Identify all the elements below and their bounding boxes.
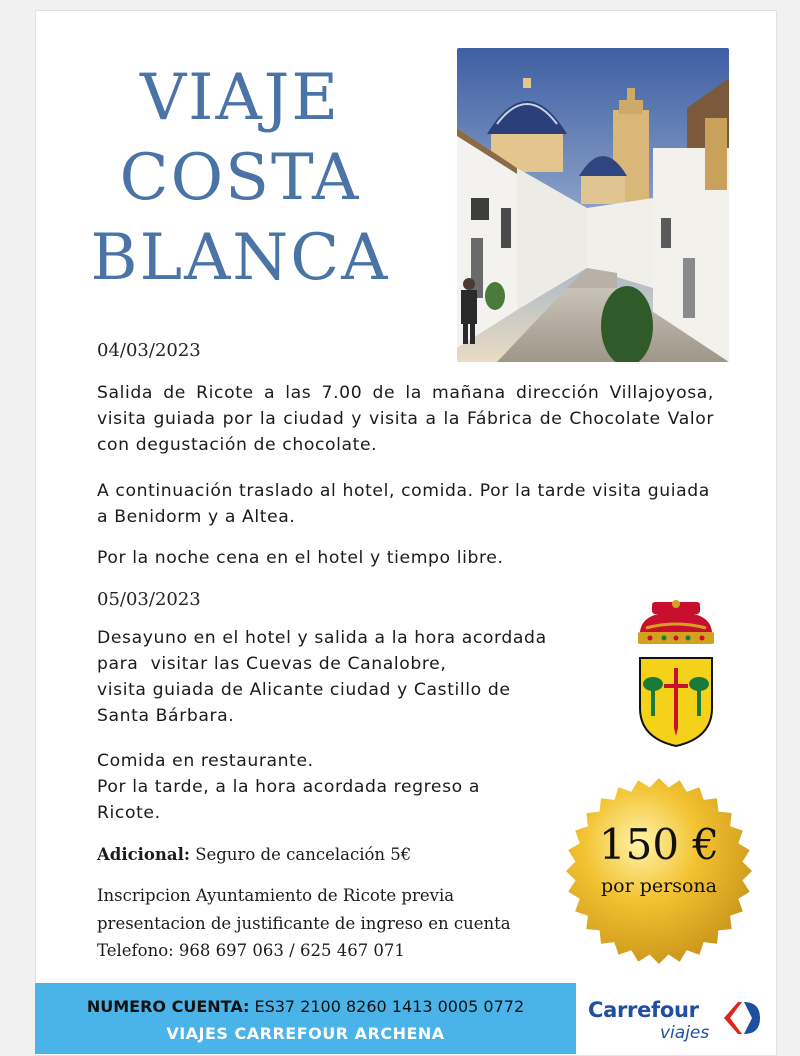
altea-church-street-photo [457,48,729,362]
day2-line: Desayuno en el hotel y salida a la hora acordada [97,628,547,648]
day1-paragraph-3: Por la noche cena en el hotel y tiempo libre. [97,548,504,568]
day1-paragraph-2: A continuación traslado al hotel, comida. Por la tarde visita guiada a Benidorm y a Altea. [97,481,710,527]
day2-paragraph-2 [97,748,557,826]
day2-line: Por la tarde, a la hora acordada regreso a [97,777,480,797]
carrefour-logo [588,996,773,1046]
account-number: ES37 2100 8260 1413 0005 0772 [249,997,525,1016]
carrefour-sub-text: viajes [660,1023,710,1043]
title-line-1: VIAJE [139,61,341,135]
account-number-line [35,997,576,1016]
day2-line: visita guiada de Alicante ciudad y Castillo de [97,680,511,700]
day1-date: 04/03/2023 [97,340,201,361]
price-amount: 150 € [598,820,720,869]
flyer-title [75,58,405,298]
title-line-3: BLANCA [90,221,390,295]
account-banner [35,983,576,1054]
contact-line: Telefono: 968 697 063 / 625 467 071 [97,941,405,960]
additional-text: Seguro de cancelación 5€ [189,845,412,864]
day2-line: Comida en restaurante. [97,751,314,771]
contact-line: Inscripcion Ayuntamiento de Ricote previa [97,886,455,905]
contact-info [97,882,567,965]
title-line-2: COSTA [119,141,361,215]
badge-seal-shape [566,778,752,964]
day2-line: Ricote. [97,803,161,823]
contact-line: presentacion de justificante de ingreso en cuenta [97,913,511,933]
agency-name: VIAJES CARREFOUR ARCHENA [166,1024,445,1043]
day2-line: para visitar las Cuevas de Canalobre, [97,654,447,674]
carrefour-logo-icon [716,998,766,1038]
day1-paragraph-1: Salida de Ricote a las 7.00 de la mañana dirección Villajoyosa, visita guiada por la ciudad y visita a la Fábrica de Chocolate Valor con degustación de chocolate. [97,383,714,455]
additional-line [97,845,411,864]
price-per-person: por persona [601,875,717,897]
carrefour-brand-text: Carrefour [588,998,699,1022]
gold-seal-badge [564,776,754,966]
account-label: NUMERO CUENTA: [86,997,250,1016]
additional-label: Adicional: [97,845,190,864]
day2-date: 05/03/2023 [97,589,201,610]
day2-paragraph-1 [97,625,617,729]
ricote-coat-of-arms-icon [632,598,720,750]
day2-line: Santa Bárbara. [97,706,235,726]
